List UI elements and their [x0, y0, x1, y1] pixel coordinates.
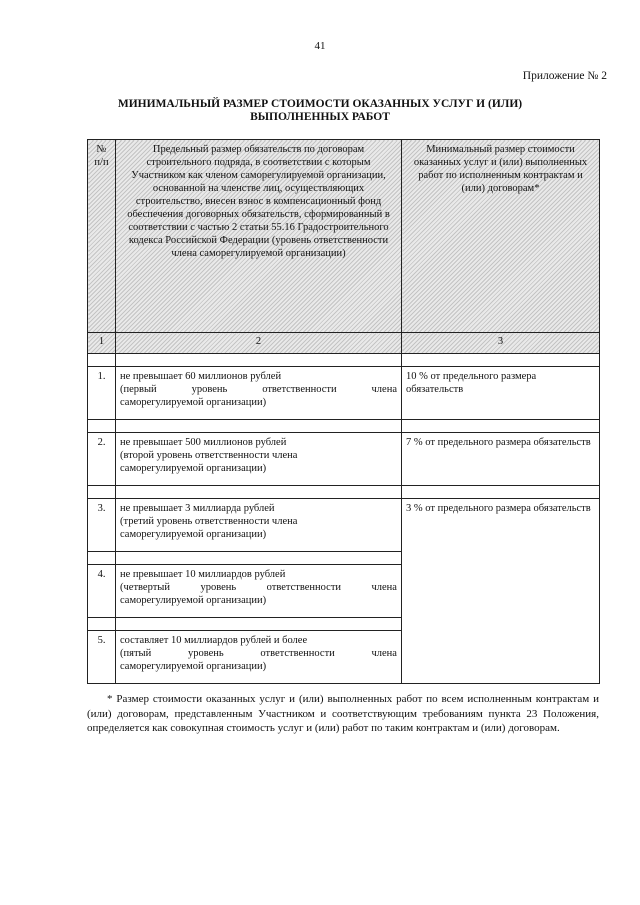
min-cost-cell: 7 % от предельного размера обязательств — [402, 433, 600, 486]
row-number: 1. — [88, 367, 116, 420]
row-number: 2. — [88, 433, 116, 486]
requirements-table — [87, 139, 600, 684]
header-liability-limit: Предельный размер обязательств по договорам строительного подряда, в соответствии с которым Участником как членом саморегулируемой организации, основанной на членстве лиц, осуществляющих строительство, внесен взнос в компенсационный фонд обеспечения договорных обязательств, сформированный в соответствии с частью 2 статьи 55.16 Градостроительного кодекса Российской Федерации (уровень ответственности члена саморегулируемой организации) — [116, 140, 402, 333]
liability-level-cell: не превышает 10 миллиардов рублей (четвертый уровень ответственности члена саморегулируемой организации) — [116, 565, 402, 618]
liability-level-cell: не превышает 500 миллионов рублей (второй уровень ответственности члена саморегулируемой организации) — [116, 433, 402, 486]
table-row — [88, 433, 600, 486]
footnote: * Размер стоимости оказанных услуг и (или) выполненных работ по всем исполненным контрактам и (или) договорам, представленным Участником и соответствующим требованиям пункта 23 Положения, определяется как совокупная стоимость услуг и (или) работ по таким контрактам и (или) договорам. — [87, 693, 599, 734]
header-min-cost: Минимальный размер стоимости оказанных услуг и (или) выполненных работ по исполненным контрактам и (или) договорам* — [402, 140, 600, 333]
appendix-label: Приложение № 2 — [522, 70, 607, 82]
table-row — [88, 367, 600, 420]
liability-level-cell: не превышает 3 миллиарда рублей (третий уровень ответственности члена саморегулируемой организации) — [116, 499, 402, 552]
document-title — [80, 98, 560, 124]
row-number: 5. — [88, 631, 116, 684]
header-number: № п/п — [88, 140, 116, 333]
row-number: 3. — [88, 499, 116, 552]
col-number-1: 1 — [88, 333, 116, 354]
liability-level-cell: не превышает 60 миллионов рублей (первый уровень ответственности члена саморегулируемой организации) — [116, 367, 402, 420]
page-number: 41 — [314, 40, 326, 52]
row-number: 4. — [88, 565, 116, 618]
title-line-1: МИНИМАЛЬНЫЙ РАЗМЕР СТОИМОСТИ ОКАЗАННЫХ УСЛУГ И (ИЛИ) — [117, 98, 523, 110]
min-cost-cell: 10 % от предельного размера обязательств — [402, 367, 600, 420]
column-number-row — [88, 333, 600, 354]
table-row — [88, 499, 600, 552]
min-cost-cell: 3 % от предельного размера обязательств — [402, 499, 600, 684]
col-number-2: 2 — [116, 333, 402, 354]
header-row — [88, 140, 600, 333]
liability-level-cell: составляет 10 миллиардов рублей и более (пятый уровень ответственности члена саморегулируемой организации) — [116, 631, 402, 684]
title-line-2: ВЫПОЛНЕННЫХ РАБОТ — [250, 111, 390, 123]
col-number-3: 3 — [402, 333, 600, 354]
